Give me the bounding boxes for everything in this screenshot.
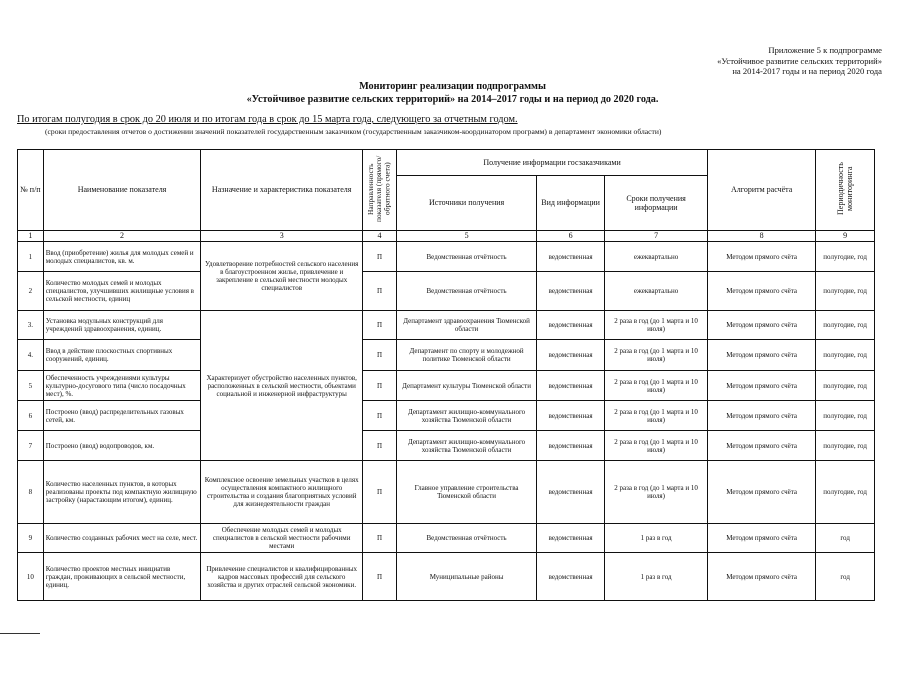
- row-deadline: 2 раза в год (до 1 марта и 10 июля): [605, 431, 708, 461]
- row-purpose: Привлечение специалистов и квалифицированных кадров массовых профессий для сельского хозяйства и других отраслей сельской экономики.: [201, 553, 363, 601]
- row-name: Установка модульных конструкций для учреждений здравоохранения, единиц.: [43, 311, 201, 340]
- row-source: Департамент здравоохранения Тюменской области: [397, 311, 537, 340]
- row-source: Департамент по спорту и молодежной политике Тюменской области: [397, 340, 537, 371]
- table-row: [18, 553, 875, 601]
- row-algorithm: Методом прямого счёта: [708, 431, 816, 461]
- table-row: [18, 431, 875, 461]
- header-periodicity: [816, 150, 875, 231]
- row-algorithm: Методом прямого счёта: [708, 371, 816, 401]
- row-deadline: 2 раза в год (до 1 марта и 10 июля): [605, 340, 708, 371]
- row-info-type: ведомственная: [537, 242, 605, 272]
- row-source: Департамент жилищно-коммунального хозяйства Тюменской области: [397, 431, 537, 461]
- row-periodicity: год: [816, 553, 875, 601]
- table-row: [18, 401, 875, 431]
- row-periodicity: полугодие, год: [816, 340, 875, 371]
- table-row: [18, 524, 875, 553]
- document-title: [0, 81, 905, 106]
- table-row: [18, 272, 875, 311]
- page-edge-divider: [0, 633, 40, 634]
- header-name: Наименование показателя: [43, 150, 201, 231]
- row-purpose: Удовлетворение потребностей сельского населения в благоустроенном жилье, привлечение и закрепление в сельской местности молодых специалистов: [201, 242, 363, 311]
- row-info-type: ведомственная: [537, 371, 605, 401]
- row-direction: П: [363, 272, 397, 311]
- table-row: [18, 242, 875, 272]
- row-periodicity: полугодие, год: [816, 371, 875, 401]
- header-algorithm: Алгоритм расчёта: [708, 150, 816, 231]
- row-algorithm: Методом прямого счёта: [708, 311, 816, 340]
- row-num: 1: [18, 242, 44, 272]
- row-algorithm: Методом прямого счёта: [708, 242, 816, 272]
- row-periodicity: год: [816, 524, 875, 553]
- row-direction: П: [363, 311, 397, 340]
- title-line-2: «Устойчивое развитие сельских территорий» на 2014–2017 годы и на период до 2020 года.: [246, 93, 659, 105]
- row-num: 5: [18, 371, 44, 401]
- row-name: Количество проектов местных инициатив граждан, проживающих в сельской местности, единиц.: [43, 553, 201, 601]
- row-direction: П: [363, 242, 397, 272]
- row-num: 10: [18, 553, 44, 601]
- row-num: 3.: [18, 311, 44, 340]
- col-number-4: 4: [363, 231, 397, 242]
- row-info-type: ведомственная: [537, 340, 605, 371]
- row-info-type: ведомственная: [537, 524, 605, 553]
- table-row: [18, 371, 875, 401]
- row-periodicity: полугодие, год: [816, 401, 875, 431]
- header-info-group: Получение информации госзаказчиками: [397, 150, 708, 176]
- row-source: Муниципальные районы: [397, 553, 537, 601]
- row-name: Построено (ввод) распределительных газовых сетей, км.: [43, 401, 201, 431]
- row-periodicity: полугодие, год: [816, 242, 875, 272]
- row-num: 4.: [18, 340, 44, 371]
- reporting-deadline-note: (сроки предоставления отчетов о достижении значений показателей государственным заказчиком (государственным заказчиком-координатором программ) в департамент экономики области): [45, 127, 662, 136]
- appendix-line-1: Приложение 5 к подпрограмме: [768, 45, 882, 55]
- row-direction: П: [363, 431, 397, 461]
- appendix-note: [717, 45, 882, 77]
- row-info-type: ведомственная: [537, 311, 605, 340]
- row-algorithm: Методом прямого счёта: [708, 340, 816, 371]
- col-number-9: 9: [816, 231, 875, 242]
- header-sources: Источники получения: [397, 176, 537, 231]
- row-algorithm: Методом прямого счёта: [708, 401, 816, 431]
- row-info-type: ведомственная: [537, 401, 605, 431]
- table-row: [18, 340, 875, 371]
- col-number-8: 8: [708, 231, 816, 242]
- row-direction: П: [363, 340, 397, 371]
- header-periodicity-text: Периодичность мониторинга: [836, 162, 855, 216]
- row-deadline: ежеквартально: [605, 272, 708, 311]
- row-algorithm: Методом прямого счёта: [708, 272, 816, 311]
- row-name: Ввод (приобретение) жилья для молодых семей и молодых специалистов, кв. м.: [43, 242, 201, 272]
- row-num: 6: [18, 401, 44, 431]
- header-purpose: Назначение и характеристика показателя: [201, 150, 363, 231]
- col-number-1: 1: [18, 231, 44, 242]
- row-direction: П: [363, 553, 397, 601]
- row-source: Ведомственная отчётность: [397, 524, 537, 553]
- row-info-type: ведомственная: [537, 272, 605, 311]
- row-purpose: Обеспечение молодых семей и молодых специалистов в сельской местности рабочими местами: [201, 524, 363, 553]
- row-algorithm: Методом прямого счёта: [708, 524, 816, 553]
- row-purpose: Комплексное освоение земельных участков в целях осуществления компактного жилищного строительства и создания благоприятных условий для жизнедеятельности граждан: [201, 461, 363, 524]
- table-row: [18, 311, 875, 340]
- row-info-type: ведомственная: [537, 553, 605, 601]
- row-deadline: 2 раза в год (до 1 марта и 10 июля): [605, 461, 708, 524]
- title-line-1: Мониторинг реализации подпрограммы: [359, 81, 546, 92]
- row-name: Обеспеченность учреждениями культуры культурно-досугового типа (число посадочных мест), %.: [43, 371, 201, 401]
- row-info-type: ведомственная: [537, 431, 605, 461]
- row-periodicity: полугодие, год: [816, 272, 875, 311]
- row-direction: П: [363, 371, 397, 401]
- row-name: Количество молодых семей и молодых специалистов, улучшивших жилищные условия в сельской местности, единиц: [43, 272, 201, 311]
- header-direction-text: Направленность показателя (прямого/обратного счета): [366, 155, 392, 223]
- col-number-6: 6: [537, 231, 605, 242]
- header-row-1: [18, 150, 875, 176]
- row-periodicity: полугодие, год: [816, 431, 875, 461]
- row-deadline: 1 раз в год: [605, 524, 708, 553]
- row-info-type: ведомственная: [537, 461, 605, 524]
- row-deadline: 2 раза в год (до 1 марта и 10 июля): [605, 371, 708, 401]
- row-direction: П: [363, 401, 397, 431]
- row-source: Главное управление строительства Тюменской области: [397, 461, 537, 524]
- row-deadline: 2 раза в год (до 1 марта и 10 июля): [605, 311, 708, 340]
- row-num: 2: [18, 272, 44, 311]
- row-periodicity: полугодие, год: [816, 311, 875, 340]
- appendix-line-3: на 2014-2017 годы и на период 2020 года: [732, 66, 882, 77]
- col-number-7: 7: [605, 231, 708, 242]
- row-deadline: ежеквартально: [605, 242, 708, 272]
- row-algorithm: Методом прямого счёта: [708, 461, 816, 524]
- appendix-line-2: «Устойчивое развитие сельских территорий»: [717, 55, 882, 66]
- monitoring-table: [17, 149, 875, 601]
- row-name: Количество населенных пунктов, в которых реализованы проекты под компактную жилищную застройку (нарастающим итогом), единиц.: [43, 461, 201, 524]
- row-periodicity: полугодие, год: [816, 461, 875, 524]
- row-name: Количество созданных рабочих мест на селе, мест.: [43, 524, 201, 553]
- row-deadline: 2 раза в год (до 1 марта и 10 июля): [605, 401, 708, 431]
- header-direction: [363, 150, 397, 231]
- row-direction: П: [363, 461, 397, 524]
- row-name: Ввод в действие плоскостных спортивных сооружений, единиц.: [43, 340, 201, 371]
- row-source: Ведомственная отчётность: [397, 242, 537, 272]
- row-source: Департамент жилищно-коммунального хозяйства Тюменской области: [397, 401, 537, 431]
- col-number-3: 3: [201, 231, 363, 242]
- row-num: 7: [18, 431, 44, 461]
- reporting-period-text: По итогам полугодия в срок до 20 июля и по итогам года в срок до 15 марта года, следующего за отчетным годом.: [17, 114, 518, 125]
- row-algorithm: Методом прямого счёта: [708, 553, 816, 601]
- row-num: 8: [18, 461, 44, 524]
- header-deadlines: Сроки получения информации: [605, 176, 708, 231]
- col-number-5: 5: [397, 231, 537, 242]
- row-direction: П: [363, 524, 397, 553]
- row-purpose: Характеризует обустройство населенных пунктов, расположенных в сельской местности, объектами социальной и инженерной инфраструктуры: [201, 311, 363, 461]
- row-name: Построено (ввод) водопроводов, км.: [43, 431, 201, 461]
- column-number-row: [18, 231, 875, 242]
- header-num: № п/п: [18, 150, 44, 231]
- row-source: Департамент культуры Тюменской области: [397, 371, 537, 401]
- col-number-2: 2: [43, 231, 201, 242]
- header-info-type: Вид информации: [537, 176, 605, 231]
- row-source: Ведомственная отчётность: [397, 272, 537, 311]
- row-deadline: 1 раз в год: [605, 553, 708, 601]
- table-row: [18, 461, 875, 524]
- row-num: 9: [18, 524, 44, 553]
